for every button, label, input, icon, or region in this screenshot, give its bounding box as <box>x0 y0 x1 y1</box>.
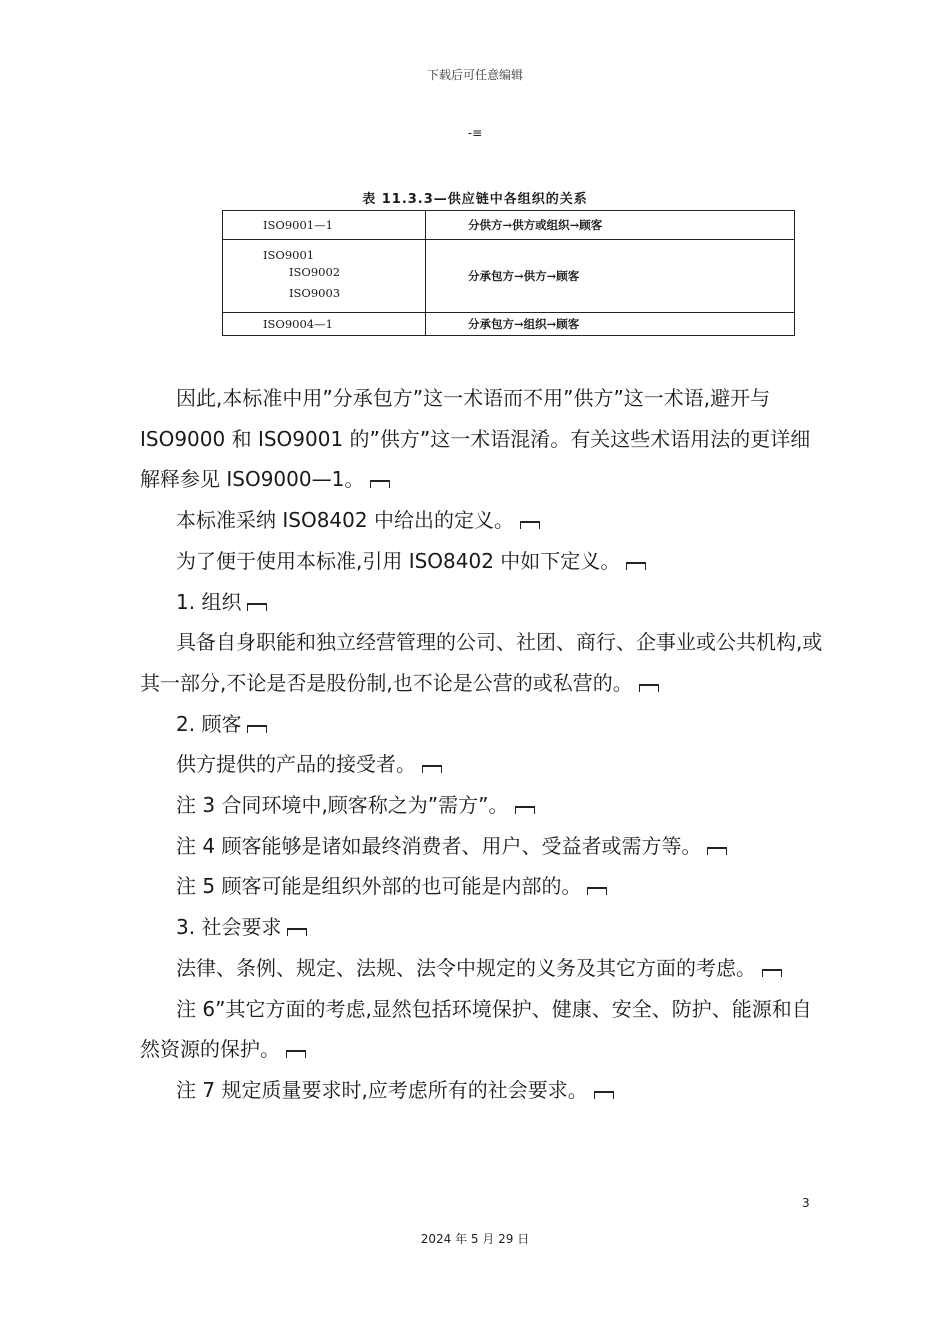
page-footer-date: 2024 年 5 月 29 日 <box>420 1232 530 1246</box>
chain-cell: 分供方→供方或组织→顾客 <box>426 211 795 240</box>
page-header: 下载后可任意编辑 <box>426 68 523 82</box>
page-number: 3 <box>802 1196 810 1210</box>
paragraph-mark-icon <box>639 684 659 692</box>
note: 注 4 顾客能够是诸如最终消费者、用户、受益者或需方等。 <box>140 826 830 867</box>
paragraph: 法律、条例、规定、法规、法令中规定的义务及其它方面的考虑。 <box>140 948 830 989</box>
paragraph: 因此,本标准中用”分承包方”这一术语而不用”供方”这一术语,避开与 ISO9000 和 ISO9001 的”供方”这一术语混淆。有关这些术语用法的更详细解释参见 ISO9000—1。 <box>140 386 811 492</box>
paragraph-mark-icon <box>286 1050 306 1058</box>
paragraph-mark-icon <box>247 725 267 733</box>
chain-cell: 分承包方→供方→顾客 <box>426 240 795 313</box>
chain-cell: 分承包方→组织→顾客 <box>426 313 795 336</box>
standard-cell: ISO9001 ISO9002 ISO9003 <box>223 240 426 313</box>
paragraph-mark-icon <box>515 806 535 814</box>
paragraph-mark-icon <box>520 521 540 529</box>
note: 注 5 顾客可能是组织外部的也可能是内部的。 <box>140 866 830 907</box>
paragraph: 为了便于使用本标准,引用 ISO8402 中如下定义。 <box>140 541 830 582</box>
paragraph-mark-icon <box>247 603 267 611</box>
table-row <box>223 211 795 240</box>
table-title: 表 11.3.3—供应链中各组织的关系 <box>362 192 588 207</box>
note: 注 3 合同环境中,顾客称之为”需方”。 <box>140 785 830 826</box>
definition-heading: 2. 顾客 <box>140 704 830 745</box>
body-text <box>140 378 830 1111</box>
standard-cell: ISO9001—1 <box>223 211 426 240</box>
paragraph-mark-icon <box>626 562 646 570</box>
definition-heading: 3. 社会要求 <box>140 907 830 948</box>
paragraph: 供方提供的产品的接受者。 <box>140 744 830 785</box>
paragraph-mark-icon <box>707 847 727 855</box>
paragraph: 本标准采纳 ISO8402 中给出的定义。 <box>140 500 830 541</box>
note: 注 7 规定质量要求时,应考虑所有的社会要求。 <box>140 1070 830 1111</box>
supply-chain-table <box>222 210 795 336</box>
paragraph-mark-icon <box>587 887 607 895</box>
paragraph-mark-icon <box>422 765 442 773</box>
standard-cell: ISO9004—1 <box>223 313 426 336</box>
table-row <box>223 240 795 313</box>
note: 注 6”其它方面的考虑,显然包括环境保护、健康、安全、防护、能源和自然资源的保护。 <box>140 996 812 1062</box>
paragraph-mark-icon <box>594 1091 614 1099</box>
paragraph-mark-icon <box>287 928 307 936</box>
paragraph-mark-icon <box>762 969 782 977</box>
section-mark: -≡ <box>467 126 483 140</box>
definition-heading: 1. 组织 <box>140 582 830 623</box>
paragraph: 具备自身职能和独立经营管理的公司、社团、商行、企事业或公共机构,或其一部分,不论是否是股份制,也不论是公营的或私营的。 <box>140 630 823 695</box>
paragraph-mark-icon <box>370 480 390 488</box>
table-row <box>223 313 795 336</box>
